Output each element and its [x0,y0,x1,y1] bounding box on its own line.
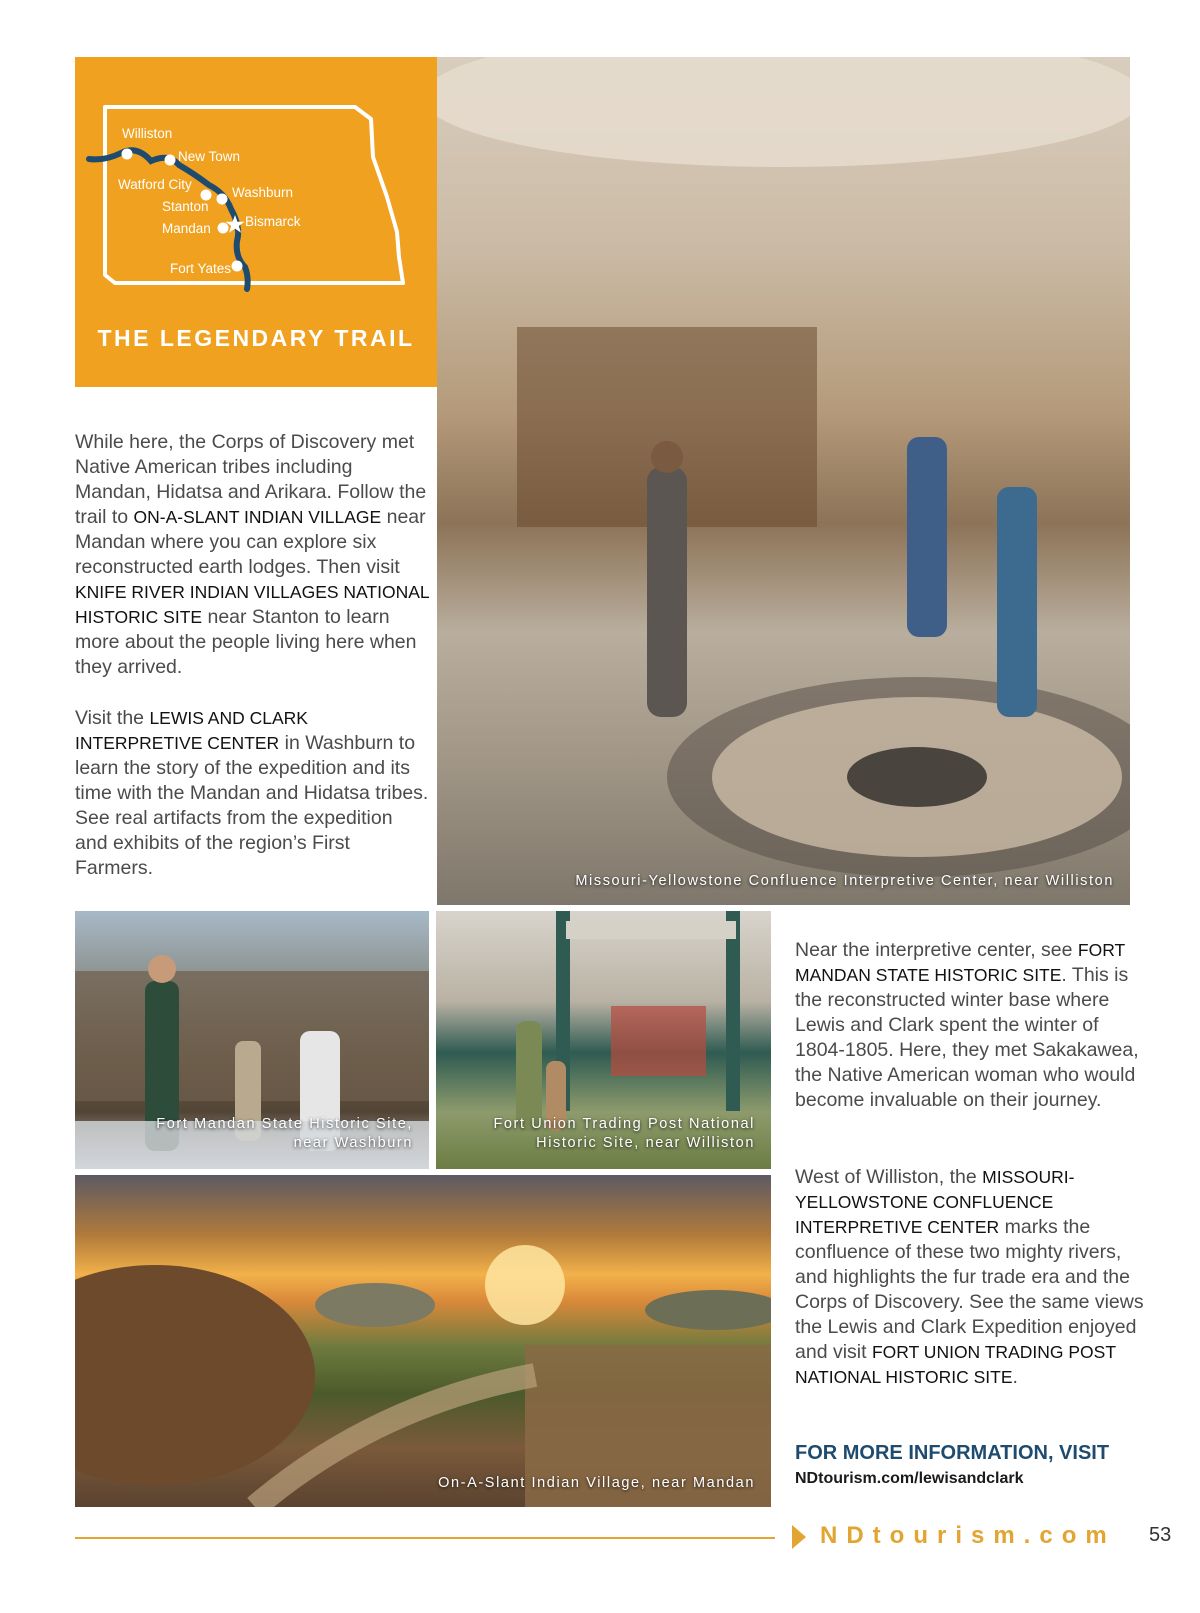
fort-yates-dot [232,261,243,272]
map-label-watford-city: Watford City [118,177,192,192]
map-label-bismarck: Bismarck [245,214,301,229]
right-paragraph-2: West of Williston, the MISSOURI-YELLOWSTONE CONFLUENCE INTERPRETIVE CENTER marks the confluence of these two mighty rivers, and highlights the fur trade era and the Corps of Discovery. See the same views the Lewis and Clark Expedition enjoyed and visit FORT UNION TRADING POST NATIONAL HISTORIC SITE. [795,1166,1144,1388]
footer-arrow-icon [792,1525,806,1549]
right-paragraph-1: Near the interpretive center, see FORT MANDAN STATE HISTORIC SITE. This is the reconstructed winter base where Lewis and Clark spent the winter of 1804-1805. Here, they met Sakakawea, the Native American woman who would become invaluable on their journey. [795,939,1139,1111]
map-label-stanton: Stanton [162,199,209,214]
fort-union-highlight: FORT UNION TRADING POST NATIONAL HISTORIC SITE [795,1342,1116,1387]
map-label-williston: Williston [122,126,173,141]
knife-river-highlight: KNIFE RIVER INDIAN VILLAGES NATIONAL HISTORIC SITE [75,582,429,627]
more-info-link[interactable]: NDtourism.com/lewisandclark [795,1470,1024,1487]
mandan-dot [218,223,229,234]
fort-union-photo [436,911,771,1169]
fort-mandan-highlight: FORT MANDAN STATE HISTORIC SITE [795,940,1125,985]
fort-mandan-caption: Fort Mandan State Historic Site, near Washburn [156,1116,413,1151]
fort-union-caption: Fort Union Trading Post National Historic Site, near Williston [493,1116,755,1151]
map-label-mandan: Mandan [162,221,211,236]
map-label-new-town: New Town [178,149,241,164]
on-a-slant-scene [75,1175,771,1507]
left-paragraph-1: While here, the Corps of Discovery met Native American tribes including Mandan, Hidatsa and Arikara. Follow the trail to ON-A-SLANT INDIAN VILLAGE near Mandan where you can explore six reconstructed earth lodges. Then visit KNIFE RIVER INDIAN VILLAGES NATIONAL HISTORIC SITE near Stanton to learn more about the people living here when they arrived. [75,431,429,678]
new-town-dot [165,155,176,166]
page-number: 53 [1149,1524,1172,1546]
confluence-center-highlight: MISSOURI-YELLOWSTONE CONFLUENCE INTERPRETIVE CENTER [795,1167,1075,1237]
interpretive-center-scene [437,57,1130,905]
fort-mandan-photo [75,911,429,1169]
more-info-heading: FOR MORE INFORMATION, VISIT [795,1442,1110,1464]
washburn-dot [217,194,228,205]
williston-dot [122,149,133,160]
trail-title: THE LEGENDARY TRAIL [97,325,415,351]
bismarck-star [226,215,245,233]
footer-site-link[interactable]: NDtourism.com [820,1522,1116,1549]
footer-rule [75,1537,775,1539]
on-a-slant-photo [75,1175,771,1507]
legendary-trail-map [75,57,437,387]
main-photo-caption: Missouri-Yellowstone Confluence Interpretive Center, near Williston [575,873,1114,889]
interpretive-center-photo [437,57,1130,905]
map-label-fort-yates: Fort Yates [170,261,232,276]
on-a-slant-caption: On-A-Slant Indian Village, near Mandan [438,1475,755,1491]
left-paragraph-2: Visit the LEWIS AND CLARK INTERPRETIVE CENTER in Washburn to learn the story of the expedition and its time with the Mandan and Hidatsa tribes. See real artifacts from the expedition and exhibits of the region’s First Farmers. [75,707,429,879]
on-a-slant-highlight: ON-A-SLANT INDIAN VILLAGE [133,507,382,527]
lewis-clark-center-highlight: LEWIS AND CLARK INTERPRETIVE CENTER [75,708,308,753]
map-label-washburn: Washburn [232,185,294,200]
